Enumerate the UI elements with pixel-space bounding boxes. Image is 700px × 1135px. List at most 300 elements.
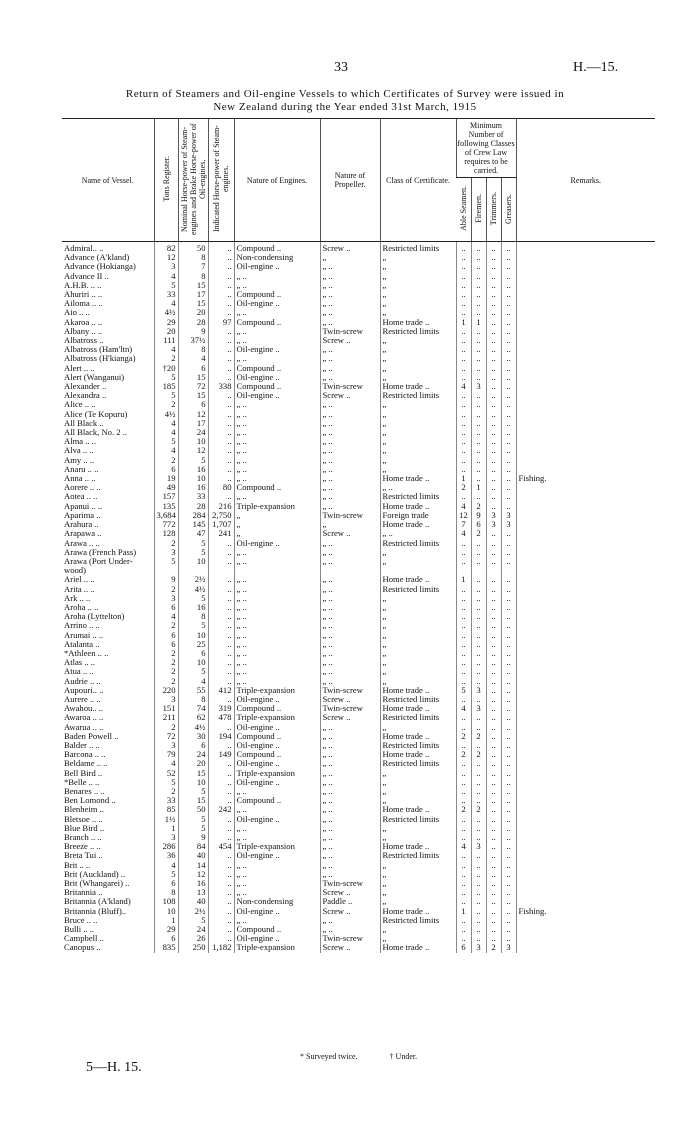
indicated-hp: ..: [208, 870, 234, 879]
propeller-type: „ ..: [320, 262, 380, 271]
firemen-count: ..: [471, 281, 486, 290]
seamen-count: ..: [456, 741, 471, 750]
engine-type: Oil-engine ..: [234, 539, 320, 548]
seamen-count: 5: [456, 686, 471, 695]
indicated-hp: ..: [208, 364, 234, 373]
certificate-class: „: [380, 594, 456, 603]
propeller-type: „ ..: [320, 474, 380, 483]
indicated-hp: ..: [208, 796, 234, 805]
trimmers-count: ..: [486, 870, 501, 879]
engine-type: „ ..: [234, 557, 320, 566]
seamen-count: ..: [456, 585, 471, 594]
engine-type: „ ..: [234, 272, 320, 281]
vessel-name: Aparima ..: [64, 510, 101, 520]
trimmers-count: ..: [486, 382, 501, 391]
vessel-name: Breeze .. ..: [64, 842, 101, 852]
table-row: [62, 925, 655, 934]
seamen-count: ..: [456, 658, 471, 667]
tons-register: 6: [154, 934, 178, 943]
greasers-count: ..: [501, 704, 516, 713]
indicated-hp: ..: [208, 612, 234, 621]
remarks: [516, 851, 655, 860]
nominal-hp: 16: [178, 465, 208, 474]
seamen-count: 4: [456, 529, 471, 538]
trimmers-count: ..: [486, 242, 501, 254]
engine-type: „ ..: [234, 631, 320, 640]
greasers-count: ..: [501, 815, 516, 824]
table-row: [62, 492, 655, 501]
tons-register: 286: [154, 842, 178, 851]
remarks: [516, 888, 655, 897]
greasers-count: ..: [501, 557, 516, 566]
vessel-name: Aio .. ..: [64, 308, 90, 318]
trimmers-count: ..: [486, 805, 501, 814]
table-row: [62, 502, 655, 511]
tons-register: 2: [154, 667, 178, 676]
propeller-type: „ ..: [320, 723, 380, 732]
remarks: [516, 677, 655, 686]
tons-register: 3: [154, 262, 178, 271]
tons-register: 9: [154, 575, 178, 584]
firemen-count: 2: [471, 502, 486, 511]
seamen-count: ..: [456, 723, 471, 732]
trimmers-count: ..: [486, 290, 501, 299]
greasers-count: ..: [501, 713, 516, 722]
propeller-type: „ ..: [320, 778, 380, 787]
table-row: [62, 446, 655, 455]
seamen-count: 2: [456, 732, 471, 741]
remarks: [516, 686, 655, 695]
vessel-name: Aurere .. ..: [64, 694, 101, 704]
table-row: [62, 242, 655, 254]
header-trimmers: Trimmers.: [486, 178, 501, 242]
certificate-class: Home trade ..: [380, 805, 456, 814]
vessel-name: Anaru .. ..: [64, 464, 99, 474]
nominal-hp: 8: [178, 253, 208, 262]
vessel-name: Barcona .. ..: [64, 750, 106, 760]
tons-register: 85: [154, 805, 178, 814]
certificate-class: „: [380, 879, 456, 888]
certificate-class: „: [380, 778, 456, 787]
seamen-count: ..: [456, 446, 471, 455]
firemen-count: ..: [471, 851, 486, 860]
propeller-type: „ ..: [320, 631, 380, 640]
propeller-type: „ ..: [320, 603, 380, 612]
engine-type: „ ..: [234, 888, 320, 897]
tons-register: 211: [154, 713, 178, 722]
remarks: [516, 354, 655, 363]
remarks: [516, 916, 655, 925]
vessel-name: Benares .. ..: [64, 786, 105, 796]
greasers-count: ..: [501, 446, 516, 455]
table-row: [62, 667, 655, 676]
seamen-count: 1: [456, 575, 471, 584]
vessel-name: Alexandra ..: [64, 391, 107, 401]
vessel-name: Akaroa .. ..: [64, 317, 103, 327]
certificate-class: „: [380, 897, 456, 906]
nominal-hp: 84: [178, 842, 208, 851]
engine-type: Compound ..: [234, 732, 320, 741]
table-row: [62, 695, 655, 704]
vessel-name: Aupouri.. ..: [64, 685, 104, 695]
vessel-name: Arumai .. ..: [64, 630, 104, 640]
certificate-class: „ ..: [380, 483, 456, 492]
trimmers-count: ..: [486, 446, 501, 455]
nominal-hp: 72: [178, 382, 208, 391]
tons-register: 6: [154, 640, 178, 649]
trimmers-count: ..: [486, 907, 501, 916]
engine-type: „ ..: [234, 474, 320, 483]
tons-register: 5: [154, 870, 178, 879]
table-row: [62, 723, 655, 732]
nominal-hp: 47: [178, 529, 208, 538]
table-row: [62, 787, 655, 796]
tons-register: 3: [154, 741, 178, 750]
vessel-table: [62, 118, 655, 953]
propeller-type: „ ..: [320, 805, 380, 814]
remarks: [516, 732, 655, 741]
seamen-count: ..: [456, 262, 471, 271]
table-row: [62, 539, 655, 548]
trimmers-count: ..: [486, 557, 501, 566]
table-row: [62, 557, 655, 566]
remarks: [516, 667, 655, 676]
propeller-type: Screw ..: [320, 336, 380, 345]
indicated-hp: ..: [208, 888, 234, 897]
vessel-name: Britannia (A'kland): [64, 897, 131, 907]
trimmers-count: ..: [486, 649, 501, 658]
propeller-type: „ ..: [320, 796, 380, 805]
indicated-hp: ..: [208, 373, 234, 382]
greasers-count: ..: [501, 879, 516, 888]
nominal-hp: 12: [178, 410, 208, 419]
indicated-hp: ..: [208, 815, 234, 824]
tons-register: 4: [154, 861, 178, 870]
greasers-count: ..: [501, 492, 516, 501]
propeller-type: Twin-screw: [320, 704, 380, 713]
nominal-hp: 15: [178, 373, 208, 382]
remarks: [516, 299, 655, 308]
vessel-name: Awarua .. ..: [64, 722, 104, 732]
nominal-hp: 10: [178, 557, 208, 566]
firemen-count: ..: [471, 713, 486, 722]
firemen-count: ..: [471, 897, 486, 906]
tons-register: 135: [154, 502, 178, 511]
firemen-count: ..: [471, 345, 486, 354]
propeller-type: [320, 566, 380, 575]
seamen-count: ..: [456, 824, 471, 833]
indicated-hp: ..: [208, 253, 234, 262]
vessel-name: Alert .. ..: [64, 363, 95, 373]
firemen-count: 1: [471, 318, 486, 327]
indicated-hp: ..: [208, 299, 234, 308]
remarks: [516, 502, 655, 511]
nominal-hp: 6: [178, 364, 208, 373]
engine-type: Compound ..: [234, 382, 320, 391]
trimmers-count: ..: [486, 539, 501, 548]
certificate-class: Restricted limits: [380, 492, 456, 501]
greasers-count: ..: [501, 594, 516, 603]
trimmers-count: ..: [486, 658, 501, 667]
trimmers-count: [486, 566, 501, 575]
nominal-hp: 5: [178, 594, 208, 603]
certificate-class: Restricted limits: [380, 851, 456, 860]
table-row: [62, 382, 655, 391]
remarks: [516, 704, 655, 713]
vessel-name: Admiral.. ..: [64, 243, 104, 253]
tons-register: 8: [154, 888, 178, 897]
vessel-name: Arahura ..: [64, 520, 99, 530]
seamen-count: 4: [456, 502, 471, 511]
engine-type: „ ..: [234, 870, 320, 879]
table-row: [62, 272, 655, 281]
trimmers-count: ..: [486, 796, 501, 805]
greasers-count: ..: [501, 299, 516, 308]
remarks: [516, 410, 655, 419]
seamen-count: ..: [456, 354, 471, 363]
certificate-class: Restricted limits: [380, 713, 456, 722]
tons-register: 1½: [154, 815, 178, 824]
nominal-hp: 25: [178, 640, 208, 649]
vessel-name: Arawa .. ..: [64, 538, 100, 548]
certificate-class: „: [380, 456, 456, 465]
vessel-name: Canopus ..: [64, 943, 101, 953]
nominal-hp: 62: [178, 713, 208, 722]
greasers-count: ..: [501, 502, 516, 511]
certificate-class: „: [380, 658, 456, 667]
remarks: [516, 242, 655, 254]
trimmers-count: 2: [486, 943, 501, 952]
firemen-count: ..: [471, 677, 486, 686]
certificate-class: „: [380, 612, 456, 621]
remarks: [516, 336, 655, 345]
certificate-class: Restricted limits: [380, 916, 456, 925]
certificate-class: Foreign trade: [380, 511, 456, 520]
trimmers-count: ..: [486, 281, 501, 290]
seamen-count: ..: [456, 621, 471, 630]
table-row: [62, 483, 655, 492]
indicated-hp: ..: [208, 410, 234, 419]
indicated-hp: 97: [208, 318, 234, 327]
engine-type: Oil-engine ..: [234, 934, 320, 943]
trimmers-count: ..: [486, 667, 501, 676]
propeller-type: „ ..: [320, 750, 380, 759]
vessel-name: Audrie .. ..: [64, 676, 101, 686]
remarks: [516, 723, 655, 732]
greasers-count: 3: [501, 943, 516, 952]
tons-register: 3: [154, 833, 178, 842]
propeller-type: „ ..: [320, 308, 380, 317]
nominal-hp: 8: [178, 695, 208, 704]
greasers-count: ..: [501, 382, 516, 391]
certificate-class: „: [380, 934, 456, 943]
vessel-name: Awaroa .. ..: [64, 713, 104, 723]
remarks: [516, 750, 655, 759]
greasers-count: ..: [501, 437, 516, 446]
propeller-type: „ ..: [320, 483, 380, 492]
engine-type: „ ..: [234, 879, 320, 888]
trimmers-count: ..: [486, 741, 501, 750]
vessel-name: Ariel .. ..: [64, 575, 95, 585]
seamen-count: ..: [456, 815, 471, 824]
remarks: [516, 364, 655, 373]
nominal-hp: 15: [178, 769, 208, 778]
propeller-type: „ ..: [320, 658, 380, 667]
nominal-hp: 5: [178, 787, 208, 796]
certificate-class: Home trade ..: [380, 502, 456, 511]
nominal-hp: 8: [178, 345, 208, 354]
nominal-hp: 15: [178, 299, 208, 308]
trimmers-count: ..: [486, 759, 501, 768]
indicated-hp: ..: [208, 308, 234, 317]
indicated-hp: ..: [208, 548, 234, 557]
seamen-count: ..: [456, 851, 471, 860]
seamen-count: ..: [456, 833, 471, 842]
header-seamen: Able Seamen.: [456, 178, 471, 242]
greasers-count: ..: [501, 308, 516, 317]
tons-register: 5: [154, 391, 178, 400]
nominal-hp: 5: [178, 539, 208, 548]
firemen-count: ..: [471, 290, 486, 299]
tons-register: 2: [154, 649, 178, 658]
nominal-hp: 28: [178, 318, 208, 327]
indicated-hp: ..: [208, 400, 234, 409]
trimmers-count: ..: [486, 621, 501, 630]
indicated-hp: 1,707: [208, 520, 234, 529]
firemen-count: ..: [471, 778, 486, 787]
engine-type: Oil-engine ..: [234, 759, 320, 768]
remarks: [516, 621, 655, 630]
remarks: [516, 437, 655, 446]
seamen-count: 4: [456, 382, 471, 391]
certificate-class: „: [380, 364, 456, 373]
engine-type: Compound ..: [234, 796, 320, 805]
nominal-hp: 4: [178, 677, 208, 686]
nominal-hp: 16: [178, 603, 208, 612]
tons-register: 4: [154, 419, 178, 428]
nominal-hp: 5: [178, 916, 208, 925]
seamen-count: ..: [456, 769, 471, 778]
tons-register: 19: [154, 474, 178, 483]
tons-register: 2: [154, 354, 178, 363]
tons-register: 2: [154, 585, 178, 594]
firemen-count: 3: [471, 943, 486, 952]
certificate-class: „: [380, 354, 456, 363]
nominal-hp: 4½: [178, 585, 208, 594]
table-row: [62, 686, 655, 695]
seamen-count: ..: [456, 548, 471, 557]
indicated-hp: 149: [208, 750, 234, 759]
certificate-class: Home trade ..: [380, 318, 456, 327]
nominal-hp: 10: [178, 474, 208, 483]
firemen-count: ..: [471, 308, 486, 317]
certificate-class: „: [380, 769, 456, 778]
vessel-name: Albany .. ..: [64, 326, 103, 336]
engine-type: Oil-engine ..: [234, 851, 320, 860]
trimmers-count: ..: [486, 750, 501, 759]
firemen-count: ..: [471, 594, 486, 603]
nominal-hp: 9: [178, 327, 208, 336]
tons-register: 3: [154, 594, 178, 603]
trimmers-count: ..: [486, 437, 501, 446]
greasers-count: ..: [501, 529, 516, 538]
firemen-count: 3: [471, 382, 486, 391]
firemen-count: ..: [471, 272, 486, 281]
vessel-name: Albatross (Ham'ltn): [64, 345, 133, 355]
firemen-count: [471, 566, 486, 575]
trimmers-count: ..: [486, 299, 501, 308]
seamen-count: ..: [456, 456, 471, 465]
engine-type: „ ..: [234, 667, 320, 676]
engine-type: „ ..: [234, 354, 320, 363]
table-row: [62, 566, 655, 575]
remarks: [516, 327, 655, 336]
firemen-count: ..: [471, 861, 486, 870]
seamen-count: 4: [456, 704, 471, 713]
table-row: [62, 419, 655, 428]
table-row: [62, 861, 655, 870]
table-row: [62, 474, 655, 483]
propeller-type: „ ..: [320, 870, 380, 879]
header-name: Name of Vessel.: [62, 119, 154, 242]
nominal-hp: 37½: [178, 336, 208, 345]
vessel-name: Beldame .. ..: [64, 759, 108, 769]
vessel-name: Baden Powell ..: [64, 731, 119, 741]
tons-register: 111: [154, 336, 178, 345]
propeller-type: „ ..: [320, 575, 380, 584]
tons-register: 6: [154, 465, 178, 474]
table-row: [62, 520, 655, 529]
greasers-count: ..: [501, 778, 516, 787]
firemen-count: 3: [471, 704, 486, 713]
vessel-name: Alexander ..: [64, 382, 107, 392]
certificate-class: Restricted limits: [380, 759, 456, 768]
remarks: [516, 262, 655, 271]
tons-register: 4: [154, 428, 178, 437]
nominal-hp: 33: [178, 492, 208, 501]
certificate-class: „: [380, 373, 456, 382]
greasers-count: ..: [501, 428, 516, 437]
engine-type: „ ..: [234, 649, 320, 658]
trimmers-count: ..: [486, 612, 501, 621]
nominal-hp: 2½: [178, 575, 208, 584]
engine-type: Triple-expansion: [234, 842, 320, 851]
firemen-count: 2: [471, 805, 486, 814]
propeller-type: „ ..: [320, 640, 380, 649]
propeller-type: „ ..: [320, 502, 380, 511]
remarks: [516, 815, 655, 824]
vessel-name: Amy .. ..: [64, 455, 95, 465]
vessel-name: Arawa (Port Under-: [64, 556, 133, 566]
greasers-count: ..: [501, 723, 516, 732]
engine-type: „ ..: [234, 787, 320, 796]
tons-register: 4½: [154, 410, 178, 419]
engine-type: „ ..: [234, 465, 320, 474]
greasers-count: ..: [501, 667, 516, 676]
tons-register: 4: [154, 272, 178, 281]
propeller-type: „ ..: [320, 815, 380, 824]
propeller-type: „ ..: [320, 612, 380, 621]
tons-register: 29: [154, 318, 178, 327]
certificate-class: „: [380, 557, 456, 566]
vessel-name: Awahou.. ..: [64, 704, 104, 714]
remarks: [516, 925, 655, 934]
remarks: [516, 759, 655, 768]
certificate-class: „: [380, 281, 456, 290]
tons-register: 5: [154, 281, 178, 290]
trimmers-count: ..: [486, 419, 501, 428]
table-row: [62, 815, 655, 824]
